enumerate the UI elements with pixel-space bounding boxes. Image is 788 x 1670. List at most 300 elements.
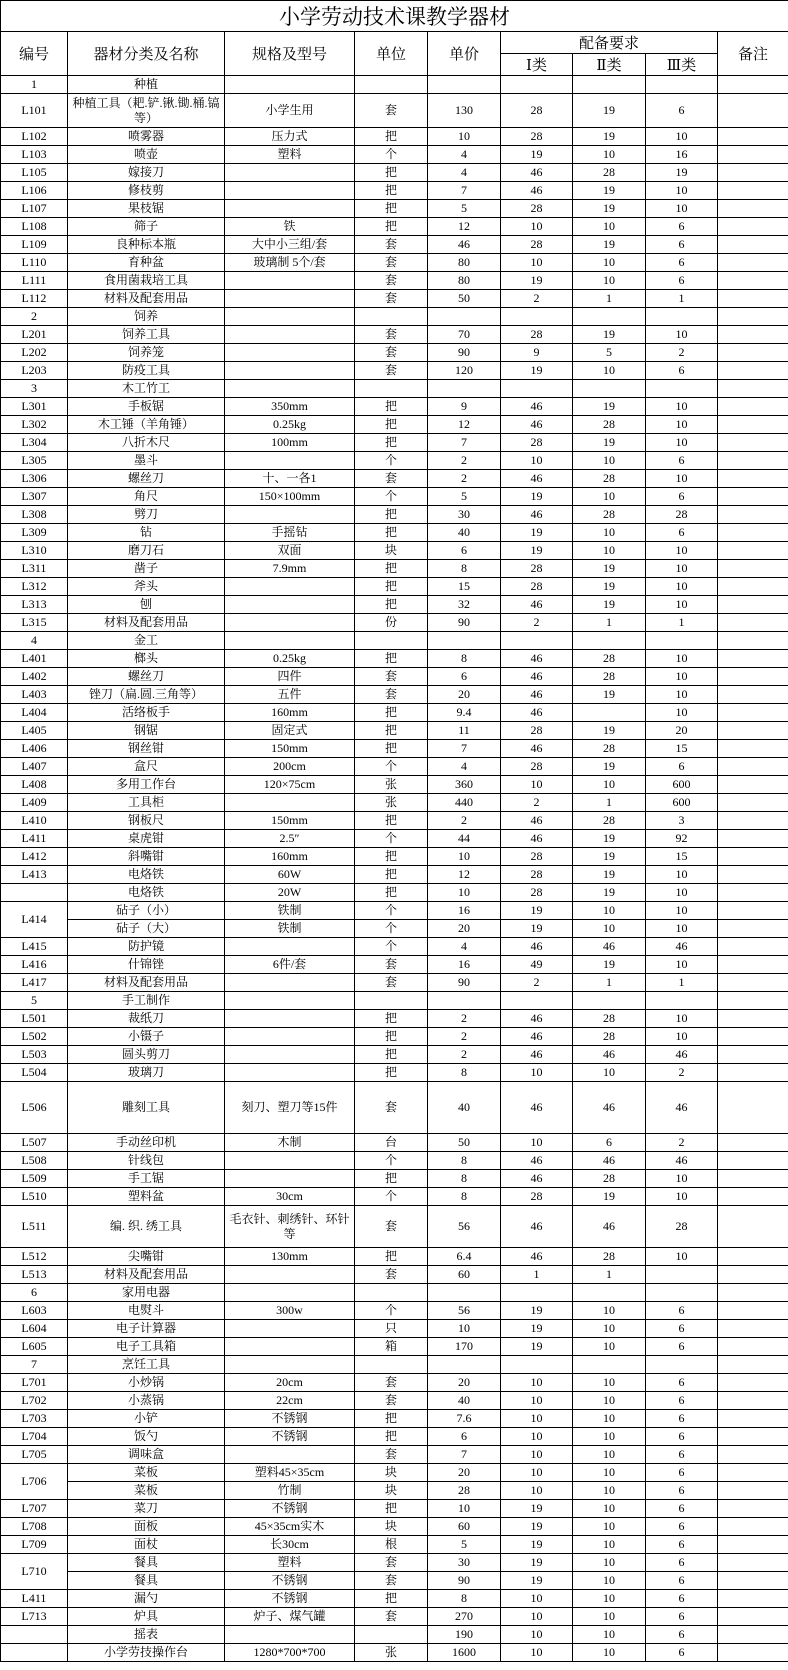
cell-c1: 19 [501, 488, 573, 506]
cell-c2: 19 [573, 866, 646, 884]
cell-name: 玻璃刀 [68, 1064, 225, 1082]
cell-name: 喷雾器 [68, 128, 225, 146]
cell-spec [225, 1284, 355, 1302]
cell-c2: 10 [573, 1500, 646, 1518]
table-row [1, 1356, 788, 1374]
cell-name: 圆头剪刀 [68, 1046, 225, 1064]
cell-unit: 把 [355, 740, 428, 758]
cell-note [718, 614, 788, 632]
cell-no: L313 [1, 596, 68, 614]
cell-spec [225, 1028, 355, 1046]
cell-no: L703 [1, 1410, 68, 1428]
cell-unit [355, 76, 428, 94]
cell-spec [225, 794, 355, 812]
cell-price: 12 [428, 218, 501, 236]
cell-c3: 10 [646, 1010, 718, 1028]
table-row [1, 974, 788, 992]
cell-c3: 10 [646, 686, 718, 704]
cell-c3 [646, 308, 718, 326]
table-row [1, 1284, 788, 1302]
cell-price: 170 [428, 1338, 501, 1356]
cell-note [718, 884, 788, 902]
cell-c3 [646, 1356, 718, 1374]
cell-name: 种植工具（耙.铲.锹.锄.桶.镐等） [68, 94, 225, 128]
cell-c1: 2 [501, 974, 573, 992]
cell-c1: 28 [501, 236, 573, 254]
cell-note [718, 76, 788, 94]
cell-price: 90 [428, 344, 501, 362]
cell-name: 小炒锅 [68, 1374, 225, 1392]
cell-no: L310 [1, 542, 68, 560]
cell-no [1, 1644, 68, 1662]
cell-note [718, 1338, 788, 1356]
cell-c2: 28 [573, 650, 646, 668]
cell-price: 8 [428, 650, 501, 668]
cell-unit: 套 [355, 326, 428, 344]
cell-c1: 10 [501, 218, 573, 236]
table-row [1, 416, 788, 434]
cell-note [718, 560, 788, 578]
cell-spec: 150×100mm [225, 488, 355, 506]
cell-unit: 套 [355, 1082, 428, 1134]
cell-c2: 19 [573, 434, 646, 452]
cell-c2: 19 [573, 128, 646, 146]
cell-price: 20 [428, 920, 501, 938]
cell-spec: 刻刀、塑刀等15件 [225, 1082, 355, 1134]
table-row [1, 452, 788, 470]
cell-c2: 46 [573, 938, 646, 956]
table-row [1, 254, 788, 272]
table-body [1, 76, 788, 1662]
table-row [1, 1572, 788, 1590]
cell-spec: 45×35cm实木 [225, 1518, 355, 1536]
cell-c1: 28 [501, 758, 573, 776]
table-row [1, 1374, 788, 1392]
cell-unit: 把 [355, 506, 428, 524]
cell-unit: 把 [355, 1410, 428, 1428]
cell-c1: 28 [501, 200, 573, 218]
table-row [1, 812, 788, 830]
cell-spec: 20cm [225, 1374, 355, 1392]
cell-c3 [646, 1284, 718, 1302]
cell-spec: 6件/套 [225, 956, 355, 974]
cell-c1: 19 [501, 1518, 573, 1536]
cell-name: 菜刀 [68, 1500, 225, 1518]
cell-spec: 五件 [225, 686, 355, 704]
cell-c3: 6 [646, 1374, 718, 1392]
cell-c1: 46 [501, 1248, 573, 1266]
cell-no: L101 [1, 94, 68, 128]
cell-c1: 19 [501, 362, 573, 380]
cell-no: 4 [1, 632, 68, 650]
cell-spec [225, 1266, 355, 1284]
cell-no: L501 [1, 1010, 68, 1028]
cell-c1: 19 [501, 1320, 573, 1338]
cell-price [428, 308, 501, 326]
cell-no: L408 [1, 776, 68, 794]
cell-spec: 不锈钢 [225, 1410, 355, 1428]
cell-name: 炉具 [68, 1608, 225, 1626]
cell-unit: 个 [355, 488, 428, 506]
cell-c1 [501, 380, 573, 398]
cell-c3: 20 [646, 722, 718, 740]
cell-unit: 把 [355, 128, 428, 146]
cell-price: 8 [428, 1170, 501, 1188]
cell-price: 40 [428, 524, 501, 542]
cell-note [718, 1046, 788, 1064]
cell-name: 电子工具箱 [68, 1338, 225, 1356]
cell-c1: 19 [501, 272, 573, 290]
cell-unit: 套 [355, 686, 428, 704]
cell-name: 磨刀石 [68, 542, 225, 560]
cell-note [718, 326, 788, 344]
col-header-unit: 单位 [355, 32, 428, 76]
cell-name: 育种盆 [68, 254, 225, 272]
cell-c1: 19 [501, 1572, 573, 1590]
table-row [1, 614, 788, 632]
cell-price: 5 [428, 1536, 501, 1554]
cell-c3: 19 [646, 164, 718, 182]
cell-c2: 19 [573, 578, 646, 596]
table-row [1, 938, 788, 956]
table-row [1, 992, 788, 1010]
cell-unit: 套 [355, 1266, 428, 1284]
cell-name: 材料及配套用品 [68, 290, 225, 308]
cell-name: 斧头 [68, 578, 225, 596]
cell-name: 菜板 [68, 1464, 225, 1482]
cell-price: 8 [428, 1590, 501, 1608]
cell-unit: 把 [355, 650, 428, 668]
cell-c3: 6 [646, 218, 718, 236]
cell-unit: 只 [355, 1320, 428, 1338]
cell-unit: 块 [355, 1482, 428, 1500]
cell-price: 7 [428, 434, 501, 452]
table-row [1, 272, 788, 290]
cell-note [718, 182, 788, 200]
cell-price: 16 [428, 956, 501, 974]
cell-c1: 46 [501, 1206, 573, 1248]
table-row [1, 866, 788, 884]
cell-price: 5 [428, 200, 501, 218]
cell-c2: 1 [573, 974, 646, 992]
table-row [1, 1082, 788, 1134]
cell-name: 锉刀（扁.圆.三角等） [68, 686, 225, 704]
cell-no: L506 [1, 1082, 68, 1134]
cell-unit: 套 [355, 254, 428, 272]
table-row [1, 76, 788, 94]
table-row [1, 380, 788, 398]
cell-note [718, 974, 788, 992]
cell-unit: 套 [355, 344, 428, 362]
cell-c1: 10 [501, 1446, 573, 1464]
cell-c3: 2 [646, 1064, 718, 1082]
cell-no: L413 [1, 866, 68, 884]
cell-note [718, 470, 788, 488]
cell-c2: 10 [573, 524, 646, 542]
cell-name: 墨斗 [68, 452, 225, 470]
cell-name: 餐具 [68, 1554, 225, 1572]
cell-spec [225, 272, 355, 290]
cell-name: 桌虎钳 [68, 830, 225, 848]
cell-c1: 19 [501, 902, 573, 920]
cell-no: L202 [1, 344, 68, 362]
cell-c3: 6 [646, 1446, 718, 1464]
cell-c3: 10 [646, 1028, 718, 1046]
table-row [1, 1248, 788, 1266]
cell-c2: 6 [573, 1134, 646, 1152]
cell-c2: 10 [573, 1064, 646, 1082]
cell-c1: 10 [501, 1392, 573, 1410]
cell-c2 [573, 76, 646, 94]
cell-spec: 130mm [225, 1248, 355, 1266]
col-header-class2: Ⅱ类 [573, 54, 646, 76]
cell-price: 15 [428, 578, 501, 596]
cell-name: 螺丝刀 [68, 470, 225, 488]
cell-c2: 19 [573, 560, 646, 578]
cell-c3: 6 [646, 362, 718, 380]
cell-spec: 塑料 [225, 1554, 355, 1572]
cell-note [718, 632, 788, 650]
cell-name: 食用菌栽培工具 [68, 272, 225, 290]
col-header-spec: 规格及型号 [225, 32, 355, 76]
cell-price: 60 [428, 1518, 501, 1536]
cell-price [428, 380, 501, 398]
cell-c2: 1 [573, 614, 646, 632]
cell-no: L301 [1, 398, 68, 416]
cell-unit: 把 [355, 1046, 428, 1064]
cell-c3: 1 [646, 290, 718, 308]
cell-name: 手动丝印机 [68, 1134, 225, 1152]
cell-c2: 10 [573, 1338, 646, 1356]
cell-c3: 6 [646, 524, 718, 542]
cell-c2: 10 [573, 1410, 646, 1428]
cell-spec [225, 76, 355, 94]
cell-spec: 22cm [225, 1392, 355, 1410]
cell-c1: 28 [501, 848, 573, 866]
cell-note [718, 1206, 788, 1248]
cell-name: 砧子（小） [68, 902, 225, 920]
table-row [1, 758, 788, 776]
table-row [1, 1206, 788, 1248]
cell-spec [225, 632, 355, 650]
cell-no: L708 [1, 1518, 68, 1536]
cell-note [718, 416, 788, 434]
cell-unit: 个 [355, 830, 428, 848]
cell-price: 20 [428, 686, 501, 704]
table-row [1, 344, 788, 362]
cell-note [718, 218, 788, 236]
cell-c3: 6 [646, 488, 718, 506]
cell-no: L705 [1, 1446, 68, 1464]
cell-spec: 0.25kg [225, 416, 355, 434]
cell-c3: 10 [646, 668, 718, 686]
cell-no: L407 [1, 758, 68, 776]
cell-note [718, 812, 788, 830]
cell-no: L405 [1, 722, 68, 740]
cell-name: 手工锯 [68, 1170, 225, 1188]
cell-no: L709 [1, 1536, 68, 1554]
cell-c3: 46 [646, 938, 718, 956]
cell-c2 [573, 632, 646, 650]
cell-name: 良种标本瓶 [68, 236, 225, 254]
cell-price: 12 [428, 866, 501, 884]
cell-no: L307 [1, 488, 68, 506]
cell-unit: 把 [355, 416, 428, 434]
cell-note [718, 1082, 788, 1134]
cell-unit: 把 [355, 578, 428, 596]
cell-spec [225, 308, 355, 326]
cell-unit: 套 [355, 956, 428, 974]
cell-unit: 根 [355, 1536, 428, 1554]
cell-unit: 把 [355, 596, 428, 614]
cell-note [718, 1482, 788, 1500]
cell-spec: 60W [225, 866, 355, 884]
cell-unit: 个 [355, 146, 428, 164]
table-row [1, 1464, 788, 1482]
table-row [1, 1046, 788, 1064]
cell-note [718, 668, 788, 686]
cell-no: L110 [1, 254, 68, 272]
table-row [1, 1302, 788, 1320]
cell-unit: 张 [355, 794, 428, 812]
cell-spec: 1280*700*700 [225, 1644, 355, 1662]
cell-price: 30 [428, 1554, 501, 1572]
cell-note [718, 650, 788, 668]
cell-spec: 双面 [225, 542, 355, 560]
table-row [1, 434, 788, 452]
cell-c3: 6 [646, 1554, 718, 1572]
cell-c1: 46 [501, 416, 573, 434]
cell-note [718, 596, 788, 614]
cell-spec: 0.25kg [225, 650, 355, 668]
cell-c3: 10 [646, 560, 718, 578]
cell-unit: 套 [355, 290, 428, 308]
cell-c2: 28 [573, 1248, 646, 1266]
cell-spec: 100mm [225, 434, 355, 452]
table-row [1, 182, 788, 200]
cell-c3: 10 [646, 470, 718, 488]
cell-price: 10 [428, 1500, 501, 1518]
cell-note [718, 1608, 788, 1626]
cell-price: 46 [428, 236, 501, 254]
cell-c2: 19 [573, 326, 646, 344]
table-row [1, 218, 788, 236]
cell-spec: 四件 [225, 668, 355, 686]
cell-spec: 固定式 [225, 722, 355, 740]
cell-unit: 个 [355, 902, 428, 920]
cell-no: L513 [1, 1266, 68, 1284]
cell-c1: 46 [501, 1170, 573, 1188]
cell-c3: 10 [646, 182, 718, 200]
cell-unit: 把 [355, 884, 428, 902]
cell-c1: 19 [501, 1536, 573, 1554]
cell-note [718, 164, 788, 182]
cell-c2: 46 [573, 1152, 646, 1170]
cell-c3: 10 [646, 1248, 718, 1266]
cell-price [428, 1284, 501, 1302]
cell-c1: 49 [501, 956, 573, 974]
cell-price [428, 76, 501, 94]
cell-no: L102 [1, 128, 68, 146]
cell-unit: 套 [355, 1608, 428, 1626]
cell-c2: 28 [573, 812, 646, 830]
cell-unit: 套 [355, 1206, 428, 1248]
cell-c1: 46 [501, 740, 573, 758]
cell-c3: 6 [646, 1590, 718, 1608]
cell-name: 调味盒 [68, 1446, 225, 1464]
cell-price: 10 [428, 884, 501, 902]
cell-price: 20 [428, 1374, 501, 1392]
cell-c3: 2 [646, 344, 718, 362]
cell-c2: 10 [573, 1644, 646, 1662]
cell-price: 4 [428, 938, 501, 956]
cell-c1: 10 [501, 1644, 573, 1662]
cell-c3: 10 [646, 866, 718, 884]
cell-note [718, 200, 788, 218]
cell-c2: 19 [573, 200, 646, 218]
cell-c1: 46 [501, 650, 573, 668]
col-header-price: 单价 [428, 32, 501, 76]
cell-c3: 10 [646, 1170, 718, 1188]
cell-c2: 28 [573, 164, 646, 182]
cell-price: 50 [428, 1134, 501, 1152]
cell-name: 漏勺 [68, 1590, 225, 1608]
cell-name: 编. 织. 绣工具 [68, 1206, 225, 1248]
cell-c1: 28 [501, 434, 573, 452]
cell-no: L414 [1, 902, 68, 938]
cell-name: 种植 [68, 76, 225, 94]
cell-spec [225, 1010, 355, 1028]
cell-c2: 1 [573, 1266, 646, 1284]
cell-spec: 120×75cm [225, 776, 355, 794]
cell-name: 木工竹工 [68, 380, 225, 398]
table-row [1, 632, 788, 650]
cell-price: 8 [428, 560, 501, 578]
cell-price: 40 [428, 1082, 501, 1134]
cell-price: 8 [428, 1152, 501, 1170]
cell-no: L412 [1, 848, 68, 866]
cell-c3: 3 [646, 812, 718, 830]
cell-unit: 把 [355, 218, 428, 236]
cell-c2: 10 [573, 1554, 646, 1572]
cell-name: 筛子 [68, 218, 225, 236]
cell-price: 360 [428, 776, 501, 794]
table-row [1, 94, 788, 128]
cell-name: 小铲 [68, 1410, 225, 1428]
cell-no: L406 [1, 740, 68, 758]
cell-note [718, 578, 788, 596]
cell-price: 50 [428, 290, 501, 308]
cell-price: 90 [428, 974, 501, 992]
cell-c1: 28 [501, 722, 573, 740]
cell-no: 3 [1, 380, 68, 398]
cell-c1: 10 [501, 1464, 573, 1482]
cell-note [718, 308, 788, 326]
cell-c1: 46 [501, 938, 573, 956]
table-row [1, 704, 788, 722]
cell-note [718, 1392, 788, 1410]
cell-name: 多用工作台 [68, 776, 225, 794]
cell-price: 10 [428, 848, 501, 866]
cell-c1: 28 [501, 560, 573, 578]
cell-no: L108 [1, 218, 68, 236]
cell-unit: 把 [355, 1010, 428, 1028]
cell-c1: 46 [501, 1028, 573, 1046]
cell-name: 饲养笼 [68, 344, 225, 362]
table-row [1, 1152, 788, 1170]
cell-no: L503 [1, 1046, 68, 1064]
table-row [1, 596, 788, 614]
